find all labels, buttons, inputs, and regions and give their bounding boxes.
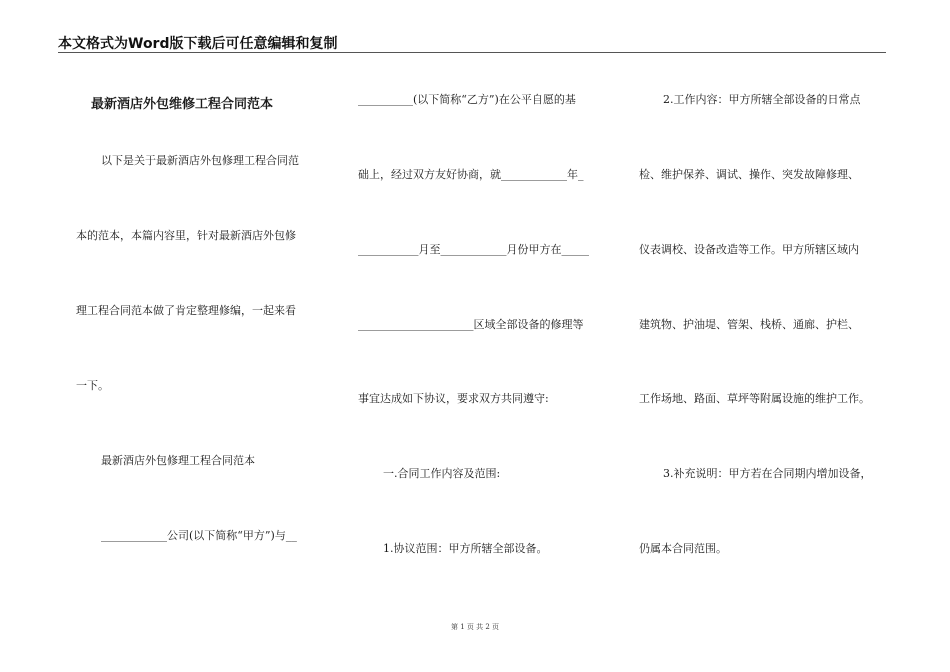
col1-line: ____________公司(以下简称“甲方”)与__ (101, 529, 297, 542)
col1-line: 最新酒店外包修理工程合同范本 (101, 454, 255, 467)
col1-line: 本的范本，本篇内容里，针对最新酒店外包修 (76, 229, 296, 242)
col2-line: ___________月至____________月份甲方在_____ (358, 243, 589, 256)
col2-line: 一.合同工作内容及范围: (383, 467, 501, 480)
col3-line: 仪表调校、设备改造等工作。甲方所辖区域内 (639, 243, 859, 256)
col3-line: 仍属本合同范围。 (639, 542, 727, 555)
page-number: 第 1 页 共 2 页 (450, 623, 500, 631)
col2-line: _____________________区域全部设备的修理等 (358, 318, 584, 331)
col3-line: 建筑物、护油堤、管架、栈桥、通廊、护栏、 (639, 318, 859, 331)
col2-line: 1.协议范围：甲方所辖全部设备。 (383, 542, 548, 555)
col3-line: 检、维护保养、调试、操作、突发故障修理、 (639, 168, 859, 181)
col3-line: 工作场地、路面、草坪等附属设施的维护工作。 (639, 392, 870, 405)
col3-line: 2.工作内容：甲方所辖全部设备的日常点 (663, 93, 861, 106)
col1-line: 一下。 (76, 379, 109, 392)
col2-line: 础上，经过双方友好协商，就____________年_ (358, 168, 584, 181)
col1-line: 理工程合同范本做了肯定整理修编，一起来看 (76, 304, 296, 317)
document-title: 最新酒店外包维修工程合同范本 (91, 97, 274, 112)
col2-line: __________(以下简称“乙方”)在公平自愿的基 (358, 93, 576, 106)
header-divider (58, 52, 886, 53)
col3-line: 3.补充说明：甲方若在合同期内增加设备， (663, 467, 872, 480)
document-header: 本文格式为Word版下载后可任意编辑和复制 (58, 36, 338, 52)
col1-line: 以下是关于最新酒店外包修理工程合同范 (101, 154, 299, 167)
col2-line: 事宜达成如下协议，要求双方共同遵守: (358, 392, 549, 405)
